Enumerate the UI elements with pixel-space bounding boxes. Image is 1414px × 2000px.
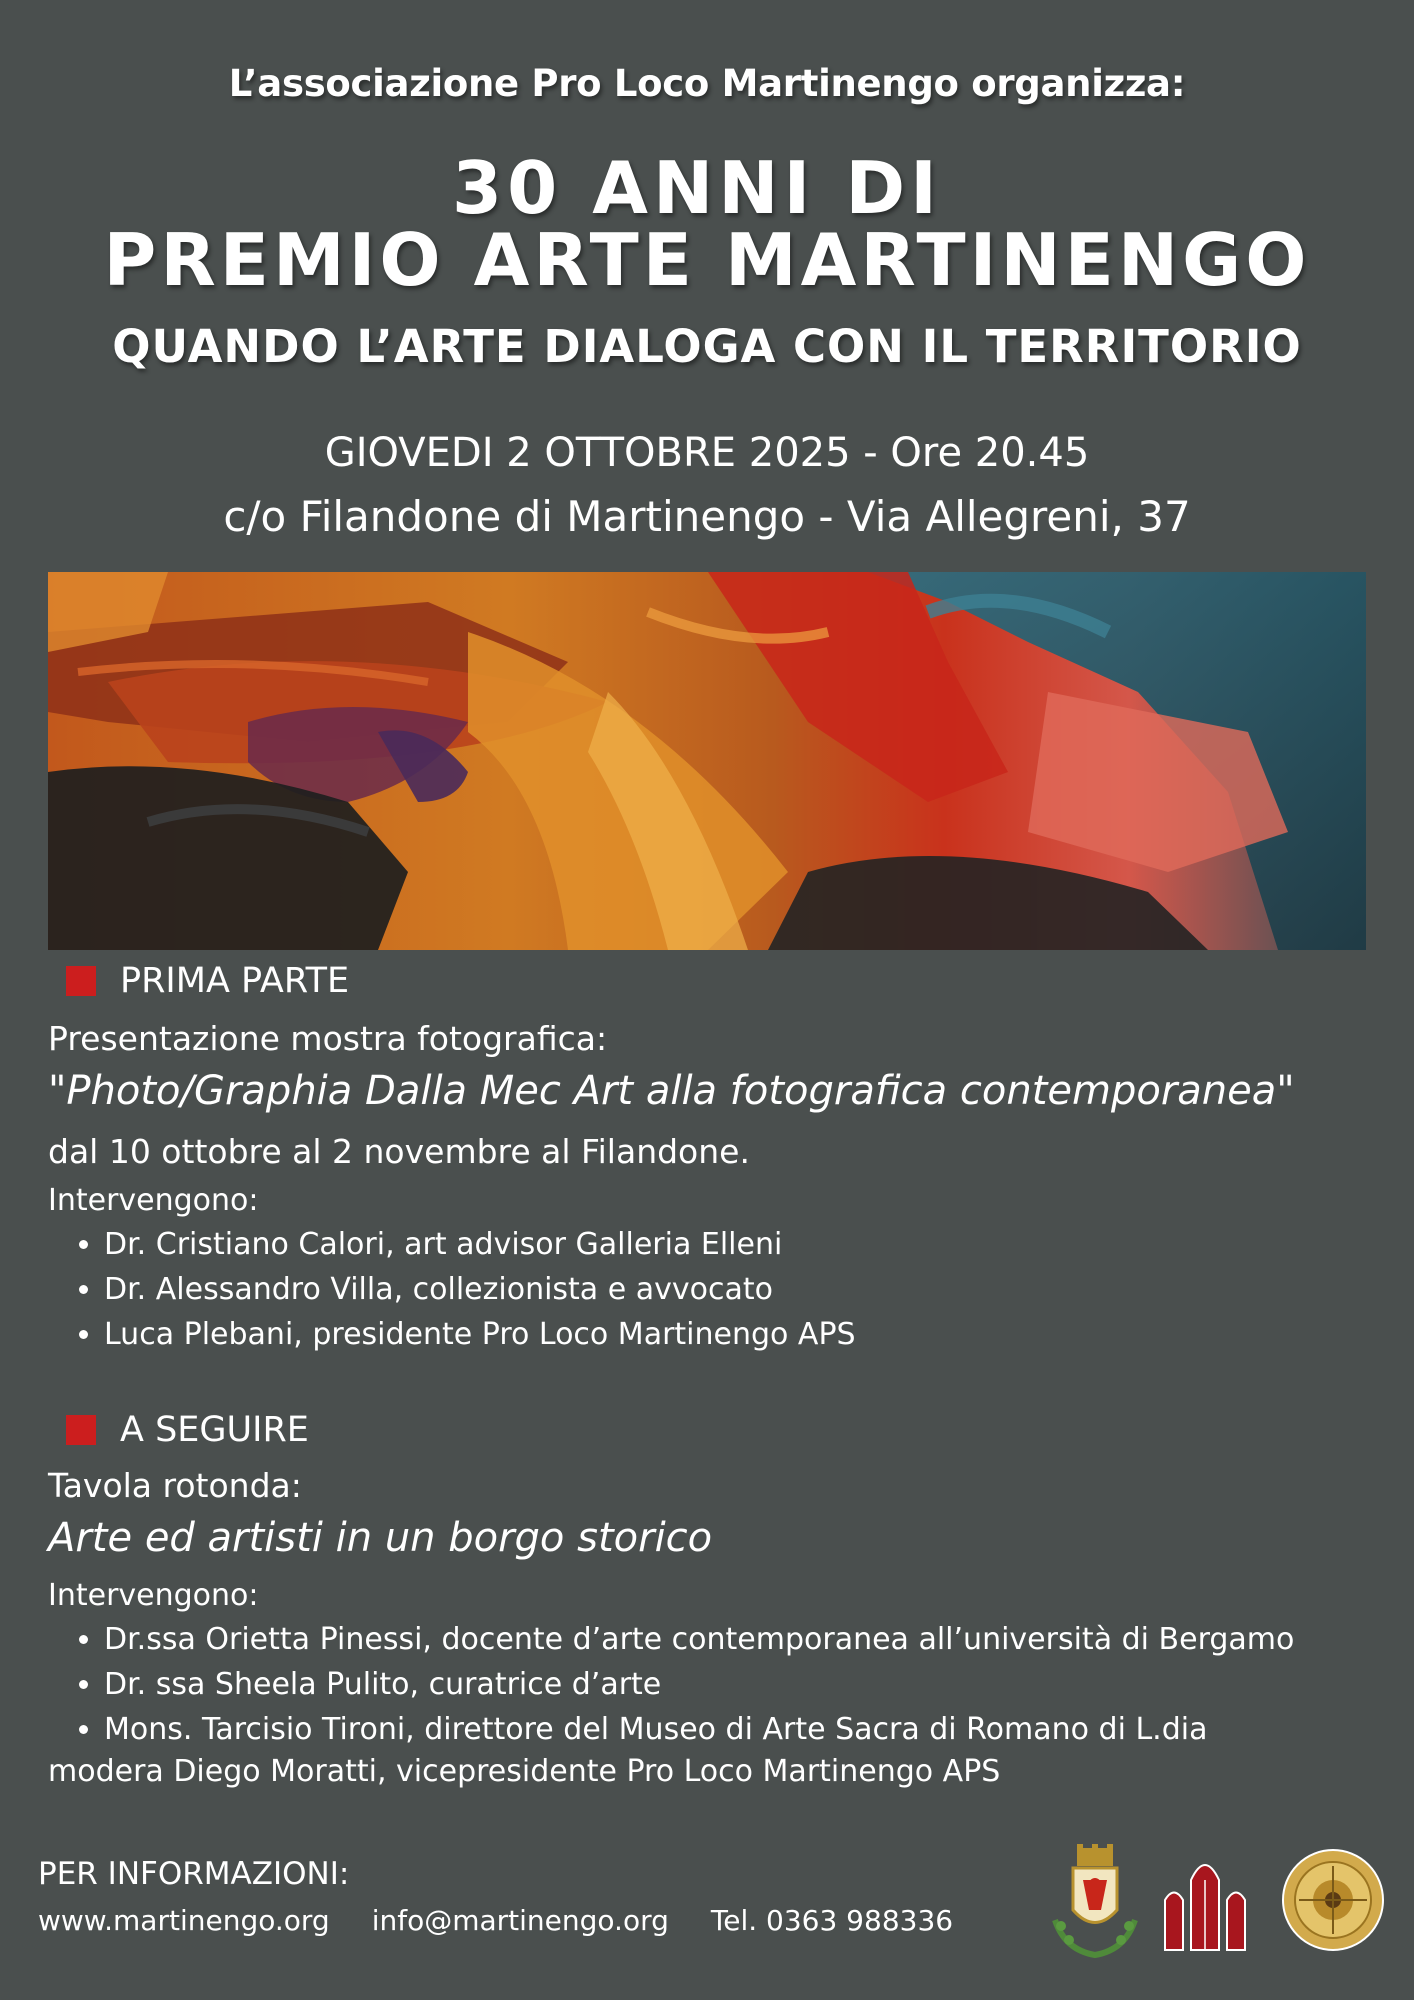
- section1-title: "Photo/Graphia Dalla Mec Art alla fotografica contemporanea": [48, 1068, 1295, 1114]
- bullet-square-icon: [66, 966, 96, 996]
- section1-speakers-label: Intervengono:: [48, 1183, 259, 1218]
- section2-intro: Tavola rotonda:: [48, 1466, 302, 1505]
- email-link[interactable]: info@martinengo.org: [371, 1904, 669, 1937]
- list-item: • Dr. ssa Sheela Pulito, curatrice d’arte: [104, 1662, 1294, 1707]
- subtitle: QUANDO L’ARTE DIALOGA CON IL TERRITORIO: [112, 320, 1302, 373]
- section2-speakers: [48, 1617, 1294, 1752]
- bullet-square-icon: [66, 1415, 96, 1445]
- event-date: GIOVEDI 2 OTTOBRE 2025 - Ore 20.45: [324, 430, 1090, 476]
- section1-heading-text: PRIMA PARTE: [120, 961, 350, 1001]
- section2-title: Arte ed artisti in un borgo storico: [48, 1515, 713, 1561]
- section2-heading-text: A SEGUIRE: [120, 1410, 309, 1450]
- contact-row: [38, 1904, 995, 1937]
- list-item: • Dr.ssa Orietta Pinessi, docente d’arte contemporanea all’università di Bergamo: [104, 1617, 1294, 1662]
- title-line-1-text: 30 ANNI DI: [452, 146, 942, 230]
- painting-banner: [48, 572, 1366, 950]
- intro-text: L’associazione Pro Loco Martinengo organizza:: [228, 62, 1186, 105]
- section2-moderator: modera Diego Moratti, vicepresidente Pro Loco Martinengo APS: [48, 1754, 1001, 1789]
- website-link[interactable]: www.martinengo.org: [38, 1904, 330, 1937]
- section1-intro: Presentazione mostra fotografica:: [48, 1019, 608, 1058]
- list-item: • Dr. Cristiano Calori, art advisor Galleria Elleni: [104, 1222, 856, 1267]
- list-item: • Mons. Tarcisio Tironi, direttore del Museo di Arte Sacra di Romano di L.dia: [104, 1707, 1294, 1752]
- phone-number: Tel. 0363 988336: [710, 1904, 954, 1937]
- section1-dates: dal 10 ottobre al 2 novembre al Filandone.: [48, 1132, 750, 1171]
- title-line-2: PREMIO ARTE MARTINENGO: [103, 218, 1311, 302]
- gold-seal-icon: [1283, 1850, 1383, 1950]
- section2-speakers-label: Intervengono:: [48, 1578, 259, 1613]
- section2-heading: [48, 1410, 309, 1450]
- event-place: c/o Filandone di Martinengo - Via Allegreni, 37: [223, 492, 1191, 541]
- sponsor-logos: [1045, 1840, 1385, 1960]
- section1-heading: [48, 961, 349, 1001]
- section1-speakers: [48, 1222, 856, 1357]
- info-label: PER INFORMAZIONI:: [38, 1856, 350, 1892]
- coat-of-arms-icon: [1055, 1844, 1135, 1955]
- list-item: • Luca Plebani, presidente Pro Loco Martinengo APS: [104, 1312, 856, 1357]
- list-item: • Dr. Alessandro Villa, collezionista e avvocato: [104, 1267, 856, 1312]
- arches-logo-icon: [1165, 1865, 1245, 1950]
